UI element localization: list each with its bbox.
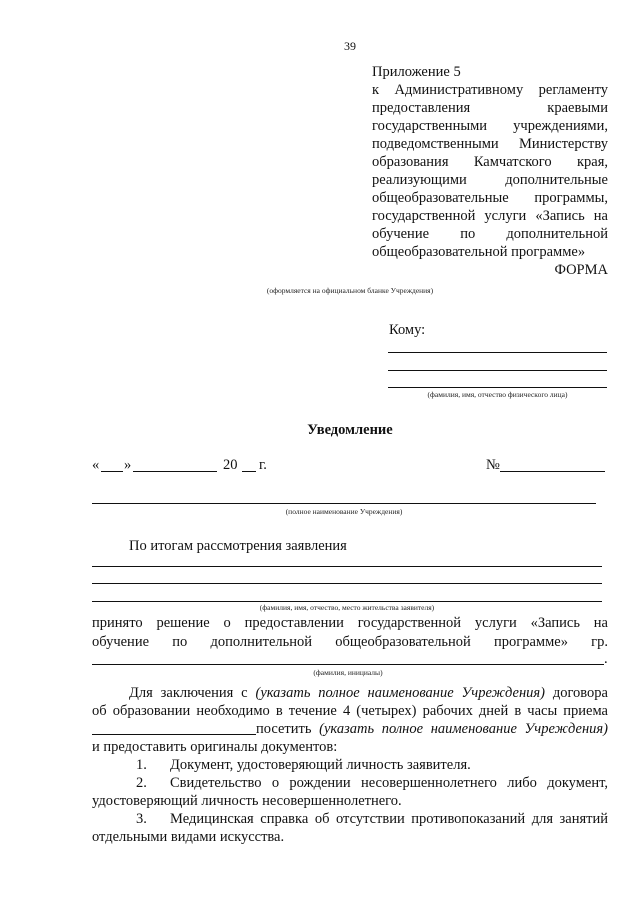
review-intro: По итогам рассмотрения заявления — [129, 538, 347, 554]
decision-name-field[interactable] — [92, 664, 604, 665]
document-item-number: 1. — [136, 757, 147, 773]
document-item-text: Медицинская справка об отсутствии противопоказаний для занятий — [170, 811, 608, 827]
appendix-line: реализующими дополнительные — [372, 172, 608, 188]
contract-text: договора — [544, 685, 608, 701]
contract-placeholder: (указать полное наименование Учреждения) — [319, 721, 608, 737]
decision-line: обучение по дополнительной общеобразовательной программе» гр. — [92, 634, 608, 650]
date-close-quote: » — [124, 457, 132, 473]
applicant-field[interactable] — [92, 566, 602, 567]
recipient-line[interactable] — [388, 370, 607, 371]
appendix-line: общеобразовательные программы, — [372, 190, 608, 206]
recipient-line[interactable] — [388, 352, 607, 353]
document-item-number: 2. — [136, 775, 147, 791]
contract-text: Для заключения с — [129, 685, 256, 701]
date-open-quote: « — [92, 457, 100, 473]
appendix-line: обучение по дополнительной — [372, 226, 608, 242]
applicant-field[interactable] — [92, 583, 602, 584]
date-year-prefix: 20 — [223, 457, 238, 473]
contract-line — [256, 720, 608, 738]
document-heading: Уведомление — [307, 422, 393, 438]
appendix-last-line: общеобразовательной программе» — [372, 244, 586, 260]
date-row — [92, 456, 612, 476]
date-year-suffix: г. — [259, 457, 267, 473]
contract-time-field[interactable] — [92, 734, 256, 735]
date-day-field[interactable] — [101, 471, 123, 472]
appendix-line: образования Камчатского края, — [372, 154, 608, 170]
contract-text: посетить — [256, 721, 320, 737]
document-item-text: Документ, удостоверяющий личность заявителя. — [170, 757, 471, 773]
contract-line: об образовании необходимо в течение 4 (четырех) рабочих дней в часы приема — [92, 703, 608, 719]
decision-dot: . — [604, 651, 608, 667]
appendix-block — [372, 63, 608, 279]
appendix-title: Приложение 5 — [372, 64, 461, 80]
recipient-label: Кому: — [389, 322, 426, 338]
appendix-line: к Административному регламенту — [372, 82, 608, 98]
form-label: ФОРМА — [554, 262, 608, 278]
date-month-field[interactable] — [133, 471, 217, 472]
appendix-line: государственными учреждениями, — [372, 118, 608, 134]
contract-line: и предоставить оригиналы документов: — [92, 739, 338, 755]
number-field[interactable] — [500, 471, 605, 472]
document-item-number: 3. — [136, 811, 147, 827]
document-item-text: Свидетельство о рождении несовершеннолетнего либо документ, — [170, 775, 608, 791]
number-sign: № — [486, 457, 500, 473]
applicant-field[interactable] — [92, 601, 602, 602]
date-year-field[interactable] — [242, 471, 256, 472]
applicant-caption: (фамилия, имя, отчество, место жительства заявителя) — [259, 603, 435, 612]
document-item-text: удостоверяющий личность несовершеннолетнего. — [92, 793, 402, 809]
blank-note: (оформляется на официальном бланке Учреждения) — [266, 286, 434, 295]
appendix-line: государственной услуги «Запись на — [372, 208, 608, 224]
institution-field[interactable] — [92, 503, 596, 504]
page-number: 39 — [344, 39, 356, 53]
contract-line — [92, 684, 608, 702]
recipient-line[interactable] — [388, 387, 607, 388]
appendix-line: подведомственными Министерству — [372, 136, 608, 152]
institution-caption: (полное наименование Учреждения) — [285, 507, 403, 516]
decision-caption: (фамилия, инициалы) — [313, 668, 383, 677]
appendix-line: предоставления краевыми — [372, 100, 608, 116]
contract-placeholder: (указать полное наименование Учреждения) — [255, 685, 545, 701]
decision-line: принято решение о предоставлении государственной услуги «Запись на — [92, 615, 608, 631]
recipient-caption: (фамилия, имя, отчество физического лица) — [427, 390, 568, 399]
document-item-text: отдельными видами искусства. — [92, 829, 285, 845]
